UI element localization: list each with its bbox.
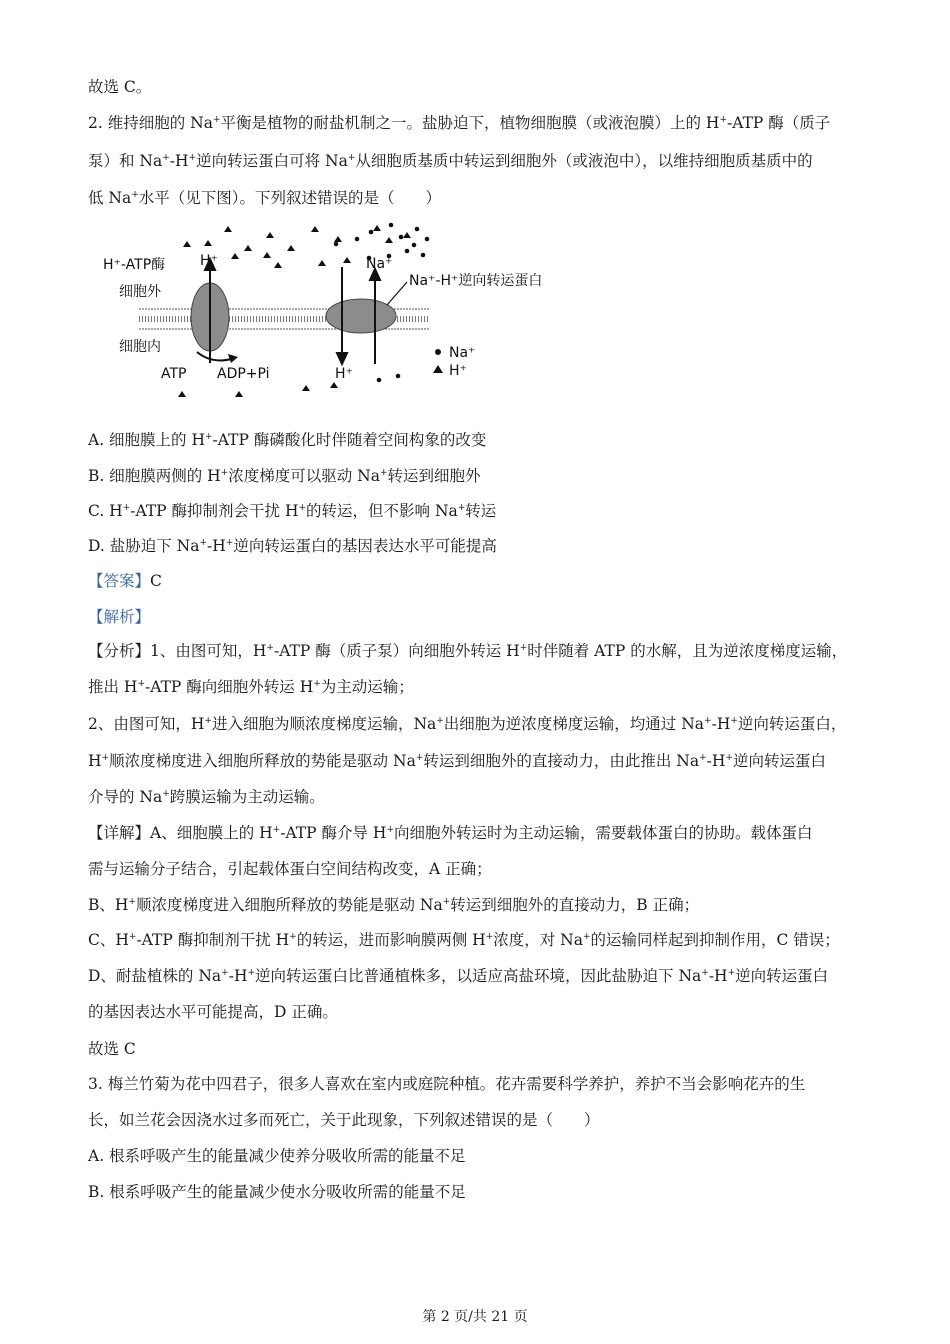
label-antiporter: Na⁺-H⁺逆向转运蛋白 xyxy=(409,273,543,289)
legend-na: Na⁺ xyxy=(449,345,476,361)
option-b: B. 细胞膜两侧的 H+浓度梯度可以驱动 Na+转运到细胞外 xyxy=(88,467,481,485)
analysis-line2: 推出 H+-ATP 酶向细胞外转运 H+为主动运输； xyxy=(88,678,414,696)
option-a: A. 细胞膜上的 H+-ATP 酶磷酸化时伴随着空间构象的改变 xyxy=(88,431,487,449)
detail-line2: 需与运输分子结合，引起载体蛋白空间结构改变，A 正确； xyxy=(88,860,492,878)
detail-line3: B、H+顺浓度梯度进入细胞所释放的势能是驱动 Na+转运到细胞外的直接动力，B 正确； xyxy=(88,896,700,914)
analysis-line3: 2、由图可知，H+进入细胞为顺浓度梯度运输，Na+出细胞为逆浓度梯度运输，均通过 Na+-H+逆向转运蛋白， xyxy=(88,715,847,733)
label-outside: 细胞外 xyxy=(119,284,161,300)
detail-line4: C、H+-ATP 酶抑制剂干扰 H+的转运，进而影响膜两侧 H+浓度，对 Na+的运输同样起到抑制作用，C 错误； xyxy=(88,931,840,949)
label-h-in: H⁺ xyxy=(335,366,353,382)
line-conclusion-prev: 故选 C。 xyxy=(88,78,152,96)
label-pump: H⁺-ATP酶 xyxy=(103,257,166,273)
detail-line6: 的基因表达水平可能提高，D 正确。 xyxy=(88,1003,338,1021)
question-2-stem-line2: 泵）和 Na+-H+逆向转运蛋白可将 Na+从细胞质基质中转运到细胞外（或液泡中），以维持细胞质基质中的 xyxy=(88,152,813,170)
label-inside: 细胞内 xyxy=(119,339,161,355)
label-atp: ATP xyxy=(161,366,187,382)
label-h-out: H⁺ xyxy=(200,253,218,269)
question-3-stem-line2: 长，如兰花会因浇水过多而死亡，关于此现象，下列叙述错误的是（ ） xyxy=(88,1111,600,1129)
question-2-stem-line3: 低 Na+水平（见下图）。下列叙述错误的是（ ） xyxy=(88,189,442,207)
analysis-line5: 介导的 Na+跨膜运输为主动运输。 xyxy=(88,788,325,806)
detail-line5: D、耐盐植株的 Na+-H+逆向转运蛋白比普通植株多，以适应高盐环境，因此盐胁迫下 Na+-H+逆向转运蛋白 xyxy=(88,967,829,985)
page-footer: 第 2 页/共 21 页 xyxy=(422,1309,528,1325)
analysis-line1: 【分析】1、由图可知，H+-ATP 酶（质子泵）向细胞外转运 H+时伴随着 ATP 的水解，且为逆浓度梯度运输， xyxy=(88,642,848,660)
analysis-tag: 【解析】 xyxy=(88,608,151,626)
conclusion-line: 故选 C xyxy=(88,1040,136,1058)
detail-line1: 【详解】A、细胞膜上的 H+-ATP 酶介导 H+向细胞外转运时为主动运输，需要载体蛋白的协助。载体蛋白 xyxy=(88,824,813,842)
option-d: D. 盐胁迫下 Na+-H+逆向转运蛋白的基因表达水平可能提高 xyxy=(88,537,497,555)
analysis-line4: H+顺浓度梯度进入细胞所释放的势能是驱动 Na+转运到细胞外的直接动力，由此推出 Na+-H+逆向转运蛋白 xyxy=(88,752,826,770)
answer-line: 【答案】C xyxy=(88,572,162,590)
membrane-transport-figure xyxy=(95,215,575,414)
question-3-option-b: B. 根系呼吸产生的能量减少使水分吸收所需的能量不足 xyxy=(88,1183,466,1201)
label-adp: ADP+Pi xyxy=(217,366,270,382)
label-na-out: Na⁺ xyxy=(366,256,393,272)
option-c: C. H+-ATP 酶抑制剂会干扰 H+的转运，但不影响 Na+转运 xyxy=(88,502,497,520)
question-3-option-a: A. 根系呼吸产生的能量减少使养分吸收所需的能量不足 xyxy=(88,1147,466,1165)
question-3-stem-line1: 3. 梅兰竹菊为花中四君子，很多人喜欢在室内或庭院种植。花卉需要科学养护，养护不当会影响花卉的生 xyxy=(88,1075,806,1093)
question-2-stem-line1: 2. 维持细胞的 Na+平衡是植物的耐盐机制之一。盐胁迫下，植物细胞膜（或液泡膜）上的 H+-ATP 酶（质子 xyxy=(88,114,831,132)
legend-h: H⁺ xyxy=(449,363,467,379)
